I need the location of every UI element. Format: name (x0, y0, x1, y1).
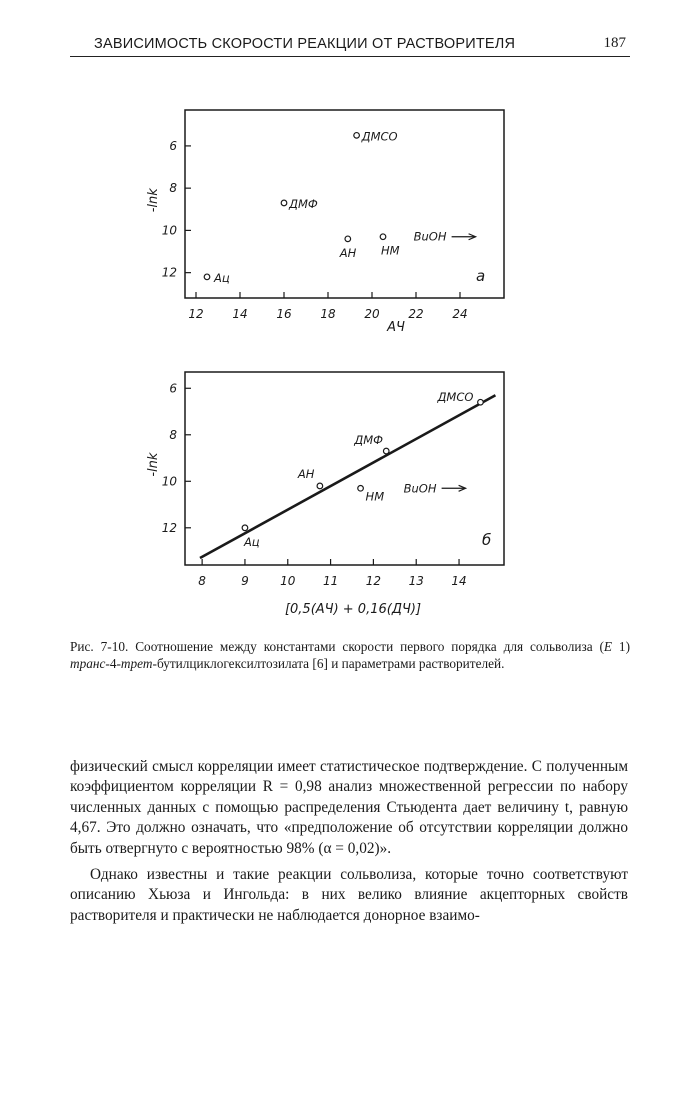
y-tick-label: 6 (169, 138, 177, 153)
x-axis-label: [0,5(АЧ) + 0,16(ДЧ)] (284, 602, 422, 617)
point-label: АН (339, 245, 357, 260)
data-point (204, 274, 210, 280)
y-tick-label: 12 (161, 265, 177, 280)
x-tick-label: 16 (276, 307, 292, 321)
caption-italic-e: E (603, 639, 613, 654)
data-point (345, 236, 351, 242)
x-tick-label: 20 (364, 307, 380, 321)
point-label: Ац (243, 534, 260, 549)
x-tick-label: 22 (408, 307, 424, 321)
figure-caption (70, 638, 630, 672)
caption-italic-trans: транс (70, 656, 106, 671)
y-tick-label: 12 (161, 520, 177, 535)
point-label: ДМФ (354, 433, 384, 448)
y-tick-label: 8 (169, 427, 177, 442)
y-axis-label: -lnk (146, 188, 161, 213)
caption-text: Рис. 7-10. Соотношение между константами скорости первого порядка для сольволиза ( (70, 639, 604, 654)
data-point (281, 200, 287, 206)
panel-label: а (476, 267, 486, 285)
x-tick-label: 11 (322, 574, 339, 588)
x-tick-label: 18 (320, 307, 336, 321)
point-label: НМ (365, 489, 385, 504)
paragraph: Однако известны и такие реакции сольволиза, которые точно соответствуют описанию Хьюза и Ингольда: в них велико влияние акцепторных свойств растворителя и практически не наблюдается донорное взаимо- (70, 866, 628, 924)
annotation-label: BuOH (403, 481, 437, 496)
data-point (383, 448, 389, 454)
paragraph: физический смысл корреляции имеет статистическое подтверждение. С полученным коэффициентом корреляции R = 0,98 анализ множественной регрессии по набору численных данных с помощью распределения Стьюдента дает величину t, равную 4,67. Это должно означать, что «предположение об отсутствии корреляции должно быть отвергнуто с вероятностью 98% (α = 0,02)». (70, 758, 628, 857)
point-label: АН (297, 466, 315, 481)
x-tick-label: 10 (280, 574, 296, 588)
caption-italic-tret: трет (120, 656, 153, 671)
x-tick-label: 14 (451, 574, 467, 588)
point-label: ДМФ (289, 196, 318, 211)
y-tick-label: 6 (169, 381, 177, 396)
data-point (358, 485, 364, 491)
panel-label: б (482, 531, 492, 549)
point-label: ДМСО (437, 390, 474, 405)
running-title: ЗАВИСИМОСТЬ СКОРОСТИ РЕАКЦИИ ОТ РАСТВОРИТЕЛЯ (94, 36, 516, 52)
data-point (478, 399, 484, 405)
y-tick-label: 10 (161, 474, 177, 489)
data-point (242, 525, 248, 531)
data-point (354, 133, 360, 139)
data-point (317, 483, 323, 489)
body-text (70, 757, 628, 926)
x-tick-label: 12 (188, 307, 204, 321)
data-point (380, 234, 386, 240)
caption-text: -бутилциклогексилтозилата [6] и параметрами растворителей. (152, 656, 505, 671)
annotation-label: BuOH (413, 229, 447, 244)
x-tick-label: 13 (408, 574, 424, 588)
point-label: НМ (381, 243, 400, 258)
point-label: Ац (214, 270, 230, 285)
caption-text: 1) (612, 639, 631, 654)
x-tick-label: 9 (241, 574, 249, 588)
x-tick-label: 14 (232, 307, 248, 321)
plot-frame (185, 110, 504, 298)
y-tick-label: 10 (161, 223, 177, 238)
regression-line (200, 395, 495, 558)
caption-text: -4- (105, 656, 121, 671)
x-tick-label: 8 (198, 574, 206, 588)
x-tick-label: 24 (452, 307, 468, 321)
y-axis-label: -lnk (146, 452, 161, 477)
point-label: ДМСО (361, 129, 398, 144)
page-number: 187 (603, 35, 626, 51)
y-tick-label: 8 (169, 181, 177, 196)
x-axis-label: АЧ (387, 320, 405, 335)
x-tick-label: 12 (365, 574, 382, 588)
